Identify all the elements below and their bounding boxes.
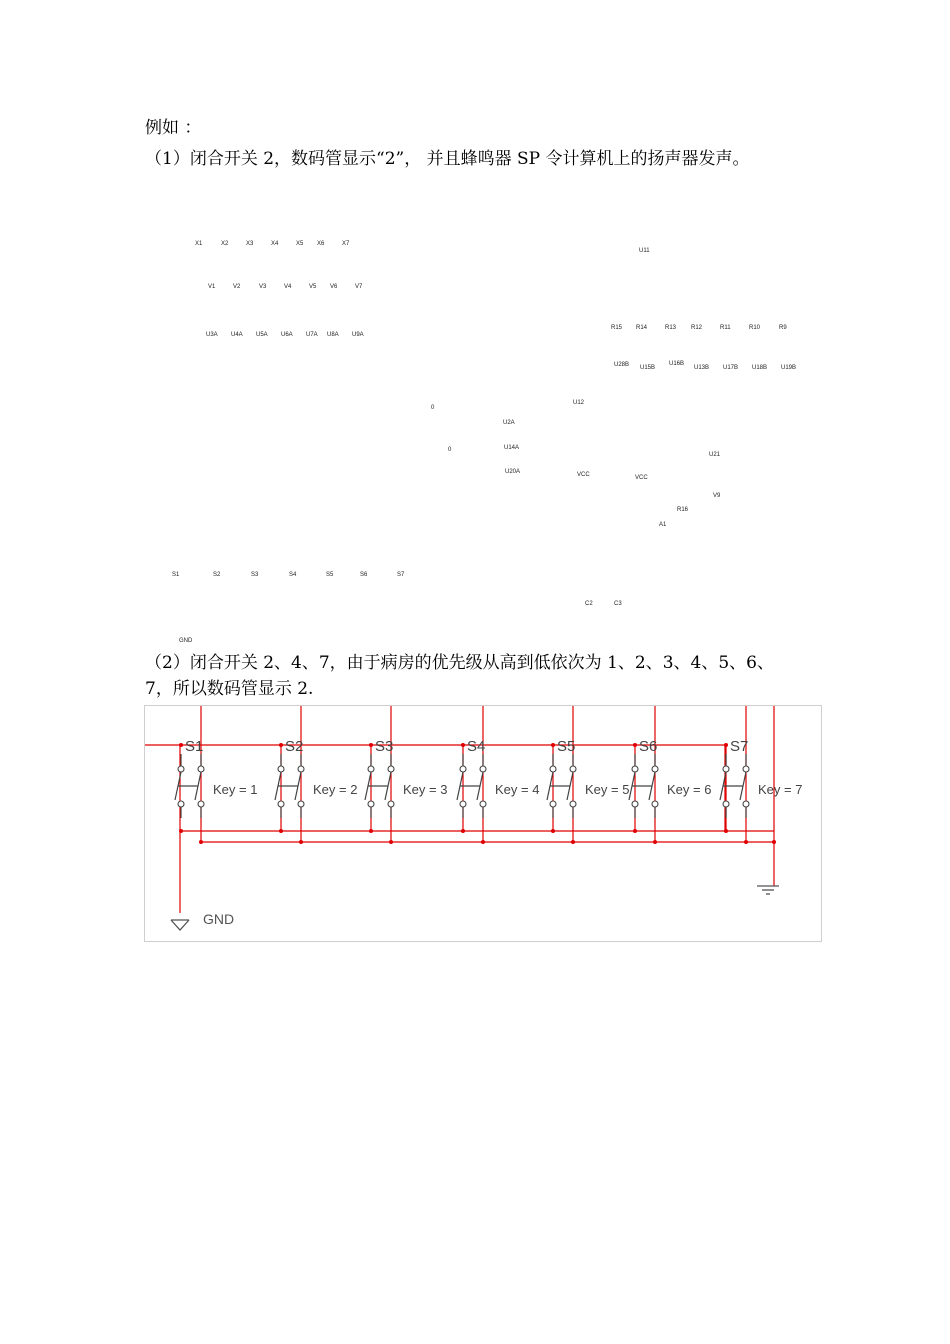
switch-name-7: S7: [730, 738, 749, 755]
switch-contact-bottom-7-2: [743, 801, 749, 807]
u9a-label: U9A: [352, 332, 364, 338]
u17b-label: U17B: [723, 365, 739, 371]
switch-contact-bottom-2-2: [298, 801, 304, 807]
v1-label: V1: [208, 284, 216, 290]
zero-label-2: 0: [448, 447, 452, 453]
s6-label: S6: [360, 572, 368, 578]
u13b-label: U13B: [694, 365, 710, 371]
r9-label: R9: [779, 325, 787, 331]
junction-gnd-right: [772, 840, 776, 844]
switch-contact-top-3-2: [388, 766, 394, 772]
key-label-1: Key = 1: [213, 782, 258, 797]
junction-return-3: [389, 840, 393, 844]
intro-text: 例如 ：: [145, 118, 202, 138]
junction-return-1: [199, 840, 203, 844]
r12-label: R12: [691, 325, 703, 331]
switch-contact-top-2-1: [278, 766, 284, 772]
s4-label: S4: [289, 572, 297, 578]
switch-contact-top-1-2: [198, 766, 204, 772]
junction-return-7: [744, 840, 748, 844]
key-label-3: Key = 3: [403, 782, 448, 797]
u8a-label: U8A: [327, 332, 339, 338]
s7-label: S7: [397, 572, 405, 578]
junction-bottom-1: [179, 829, 183, 833]
x4-label: X4: [271, 241, 279, 247]
u16b-label: U16B: [669, 361, 685, 367]
u14a-label: U14A: [504, 445, 520, 451]
v7-label: V7: [355, 284, 363, 290]
switch-contact-top-1-1: [178, 766, 184, 772]
key-label-6: Key = 6: [667, 782, 712, 797]
switch-contact-bottom-4-2: [480, 801, 486, 807]
u4a-label: U4A: [231, 332, 243, 338]
junction-top-2: [279, 743, 283, 747]
case2-text-line2: 7，所以数码管显示 2.: [145, 679, 314, 699]
v9-label: V9: [713, 493, 721, 499]
x6-label: X6: [317, 241, 325, 247]
r13-label: R13: [665, 325, 677, 331]
u2a-label: U2A: [503, 420, 515, 426]
switch-2: [275, 738, 357, 818]
v2-label: V2: [233, 284, 241, 290]
junction-return-4: [481, 840, 485, 844]
junction-return-6: [653, 840, 657, 844]
junction-bottom-7: [724, 829, 728, 833]
switch-1: [175, 738, 257, 818]
switch-name-6: S6: [639, 738, 658, 755]
junction-bottom-6: [633, 829, 637, 833]
switch-name-4: S4: [467, 738, 486, 755]
switch-contact-top-7-2: [743, 766, 749, 772]
switch-contact-top-2-2: [298, 766, 304, 772]
circuit-schematic-2: [144, 705, 822, 942]
switch-contact-top-6-2: [652, 766, 658, 772]
switch-contact-bottom-2-1: [278, 801, 284, 807]
r14-label: R14: [636, 325, 648, 331]
junction-bottom-4: [461, 829, 465, 833]
switch-contact-bottom-1-2: [198, 801, 204, 807]
switch-name-2: S2: [285, 738, 304, 755]
switch-7: [720, 738, 802, 818]
switch-contact-top-5-2: [570, 766, 576, 772]
junction-top-6: [633, 743, 637, 747]
switch-contact-top-6-1: [632, 766, 638, 772]
u28b-label: U28B: [614, 362, 630, 368]
switch-name-3: S3: [375, 738, 394, 755]
switch-contact-top-4-2: [480, 766, 486, 772]
c3-label: C3: [614, 601, 622, 607]
junction-top-1: [179, 743, 183, 747]
junction-return-2: [299, 840, 303, 844]
key-label-5: Key = 5: [585, 782, 630, 797]
junction-bottom-3: [369, 829, 373, 833]
junction-bottom-5: [551, 829, 555, 833]
x5-label: X5: [296, 241, 304, 247]
ground-symbol-right: [757, 886, 779, 894]
switch-3: [365, 738, 447, 818]
s5-label: S5: [326, 572, 334, 578]
u20a-label: U20A: [505, 469, 521, 475]
s3-label: S3: [251, 572, 259, 578]
switch-contact-bottom-5-2: [570, 801, 576, 807]
u18b-label: U18B: [752, 365, 768, 371]
junction-bottom-2: [279, 829, 283, 833]
a1-label: A1: [659, 522, 667, 528]
x2-label: X2: [221, 241, 229, 247]
v5-label: V5: [309, 284, 317, 290]
switch-6: [629, 738, 711, 818]
gnd-text: GND: [203, 911, 235, 927]
switch-contact-top-7-1: [723, 766, 729, 772]
switch-contact-bottom-1-1: [178, 801, 184, 807]
gnd-label: GND: [179, 638, 193, 644]
key-label-4: Key = 4: [495, 782, 540, 797]
v3-label: V3: [259, 284, 267, 290]
switch-array-diagram: [145, 706, 821, 941]
s2-label: S2: [213, 572, 221, 578]
switch-contact-bottom-4-1: [460, 801, 466, 807]
switch-contact-bottom-6-1: [632, 801, 638, 807]
vcc-label-2: VCC: [635, 475, 648, 481]
u6a-label: U6A: [281, 332, 293, 338]
u5a-label: U5A: [256, 332, 268, 338]
r16-label: R16: [677, 507, 689, 513]
junction-top-5: [551, 743, 555, 747]
u19b-label: U19B: [781, 365, 797, 371]
circuit-schematic-1: [145, 225, 825, 645]
r15-label: R15: [611, 325, 623, 331]
junction-return-5: [571, 840, 575, 844]
switch-layer: [175, 738, 802, 818]
junction-top-7: [724, 743, 728, 747]
vcc-label-1: VCC: [577, 472, 590, 478]
u21-label: U21: [709, 452, 721, 458]
case2-text-line1: （2）闭合开关 2、4、7，由于病房的优先级从高到低依次为 1、2、3、4、5、6、: [145, 653, 774, 673]
u11-label: U11: [639, 248, 650, 254]
key-label-7: Key = 7: [758, 782, 803, 797]
switch-contact-bottom-7-1: [723, 801, 729, 807]
v4-label: V4: [284, 284, 292, 290]
u15b-label: U15B: [640, 365, 656, 371]
case1-text: （1）闭合开关 2，数码管显示“2”， 并且蜂鸣器 SP 令计算机上的扬声器发声。: [145, 149, 750, 169]
c2-label: C2: [585, 601, 593, 607]
switch-contact-bottom-5-1: [550, 801, 556, 807]
x3-label: X3: [246, 241, 254, 247]
switch-name-1: S1: [185, 738, 204, 755]
switch-contact-bottom-3-2: [388, 801, 394, 807]
wire-layer: [145, 706, 776, 913]
u12-label: U12: [573, 400, 585, 406]
switch-contact-top-3-1: [368, 766, 374, 772]
r10-label: R10: [749, 325, 761, 331]
switch-5: [547, 738, 629, 818]
switch-4: [457, 738, 539, 818]
x7-label: X7: [342, 241, 350, 247]
switch-contact-bottom-6-2: [652, 801, 658, 807]
ground-symbol-left: [171, 920, 189, 930]
x1-label: X1: [195, 241, 203, 247]
switch-contact-top-4-1: [460, 766, 466, 772]
u3a-label: U3A: [206, 332, 218, 338]
s1-label: S1: [172, 572, 180, 578]
zero-label-1: 0: [431, 405, 435, 411]
switch-contact-top-5-1: [550, 766, 556, 772]
r11-label: R11: [720, 325, 731, 331]
key-label-2: Key = 2: [313, 782, 358, 797]
switch-contact-bottom-3-1: [368, 801, 374, 807]
switch-name-5: S5: [557, 738, 576, 755]
v6-label: V6: [330, 284, 338, 290]
junction-top-3: [369, 743, 373, 747]
junction-top-4: [461, 743, 465, 747]
u7a-label: U7A: [306, 332, 318, 338]
